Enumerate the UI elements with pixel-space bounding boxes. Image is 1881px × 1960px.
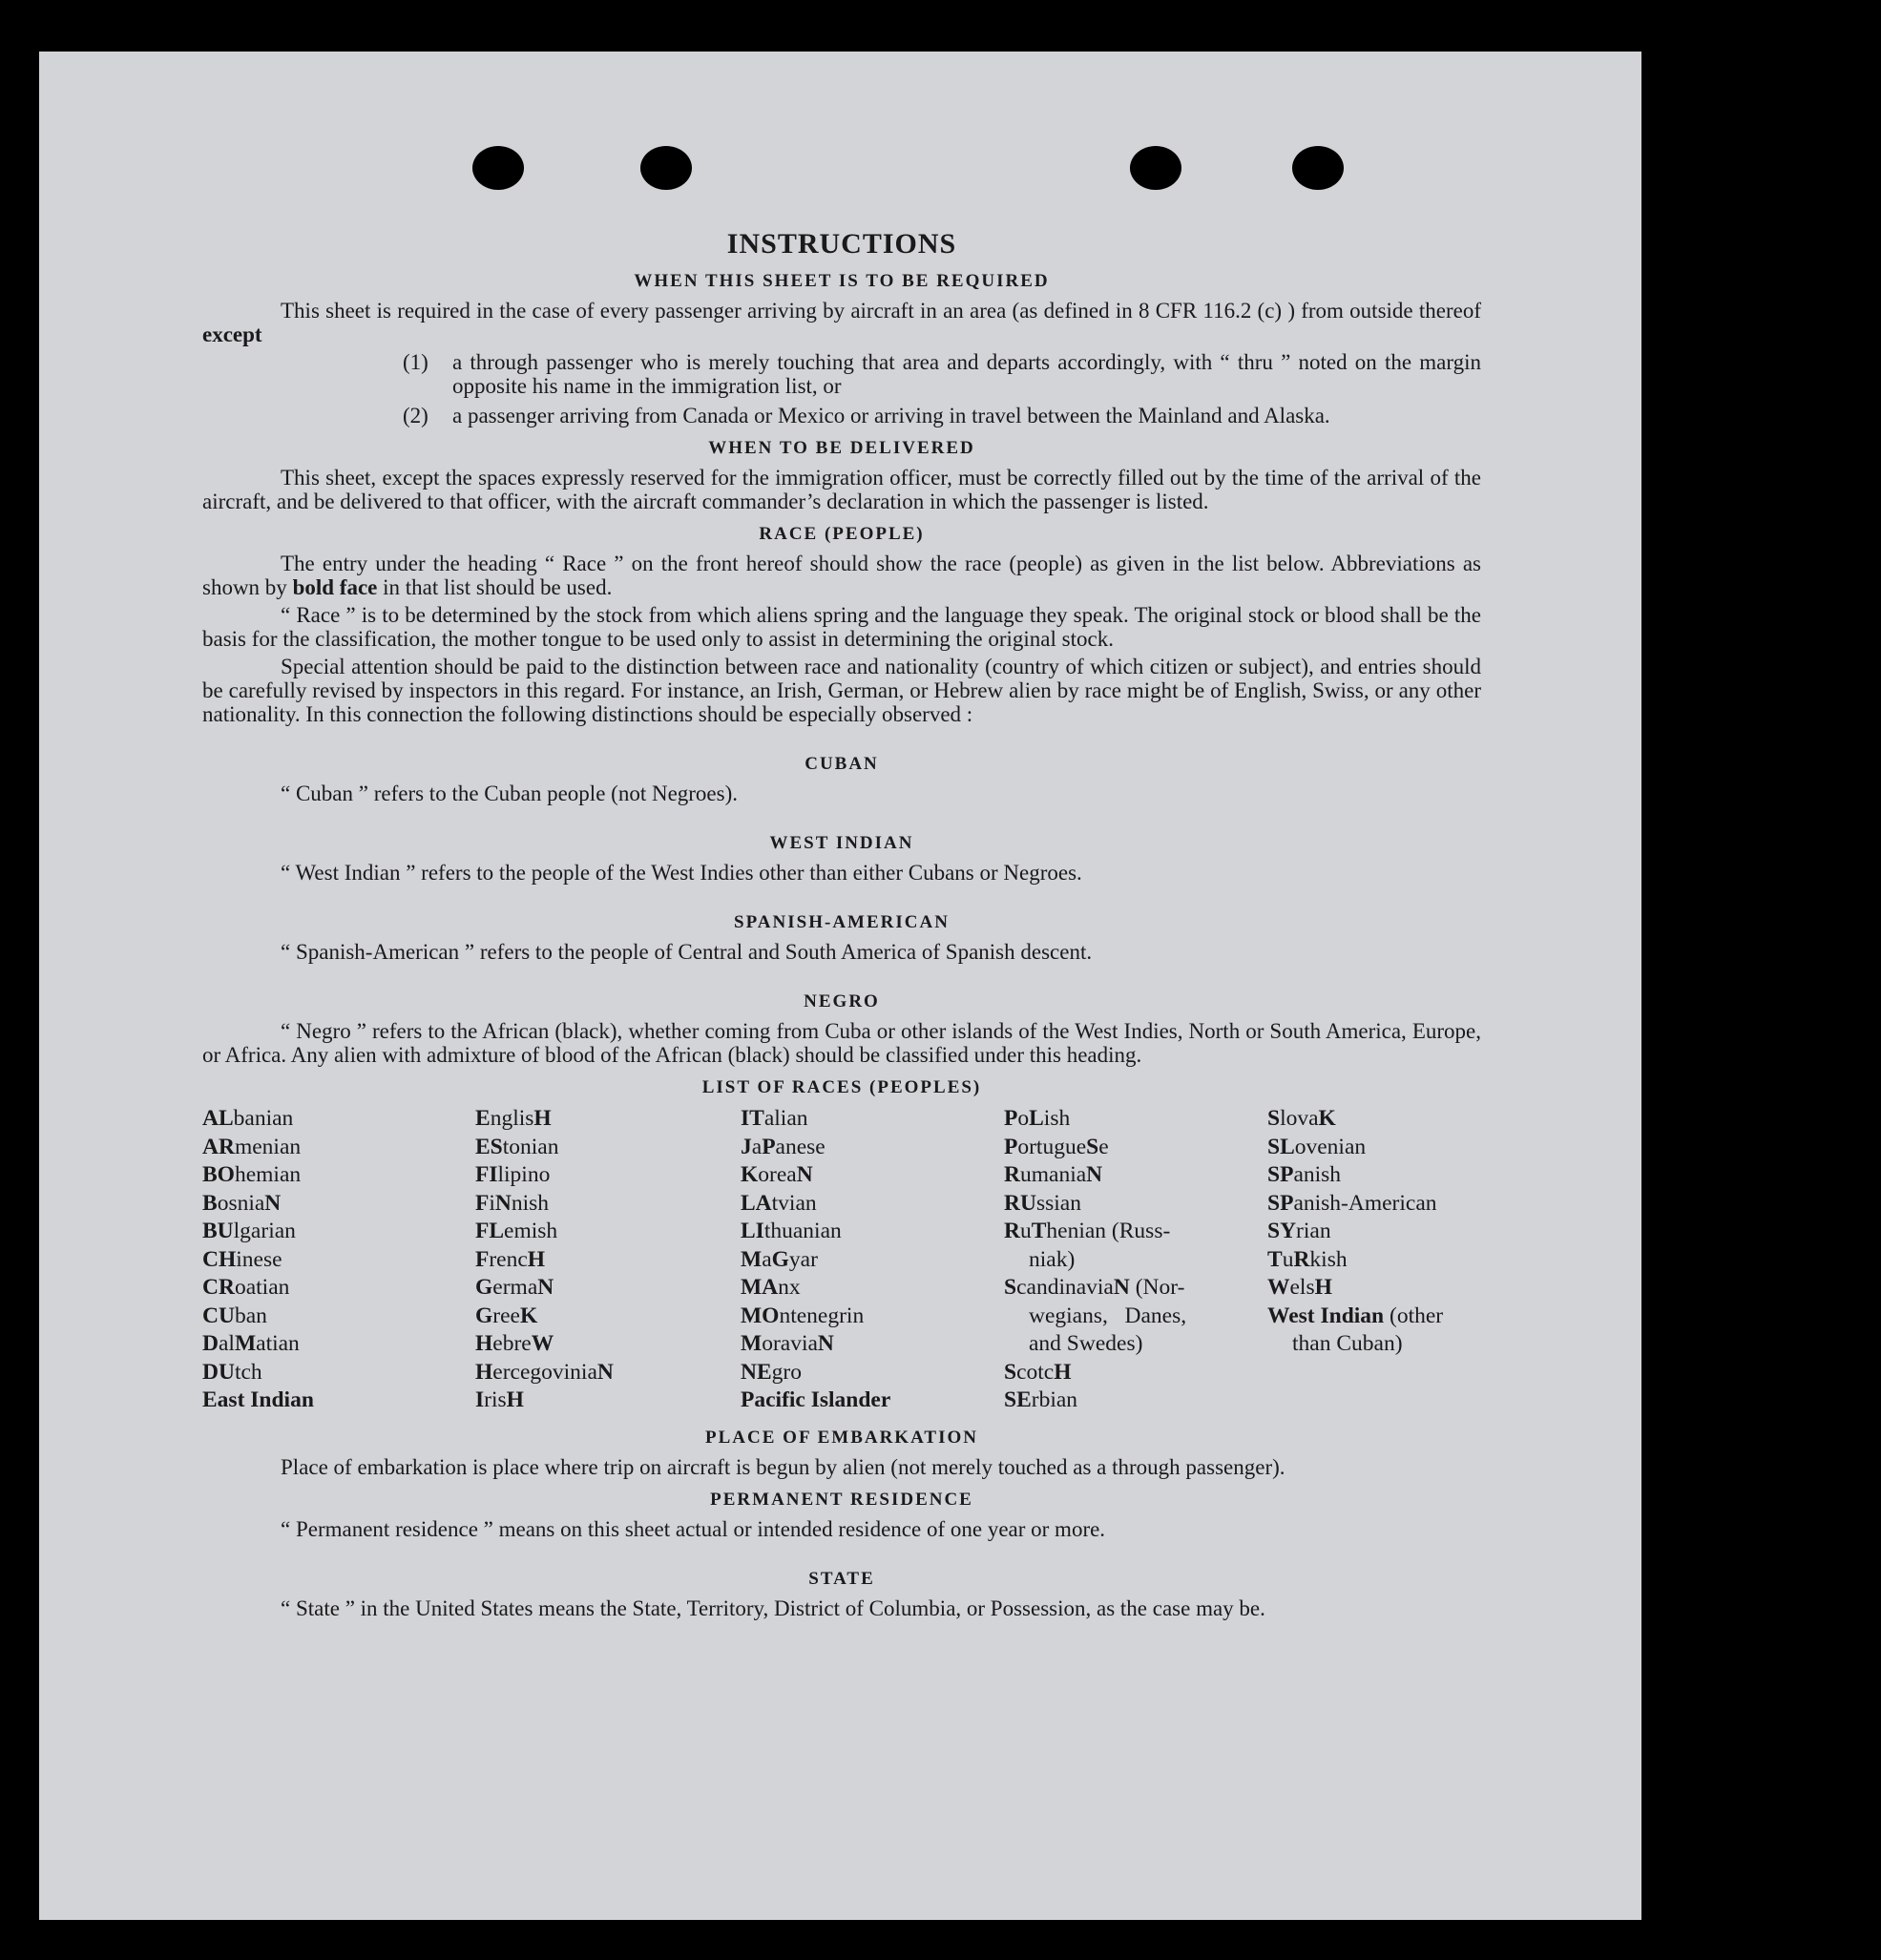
race-entry: CUban — [202, 1303, 267, 1328]
heading-spanish-american: SPANISH-AMERICAN — [734, 912, 950, 932]
race-entry: niak) — [1029, 1246, 1076, 1272]
race-entry: ScotcH — [1004, 1359, 1072, 1385]
race-entry: LIthuanian — [741, 1219, 842, 1243]
race-entry: and Swedes) — [1029, 1331, 1143, 1356]
heading-list-of-races: LIST OF RACES (PEOPLES) — [701, 1077, 982, 1097]
race-entry: ARmenian — [202, 1134, 302, 1159]
race-entry: IrisH — [475, 1387, 524, 1412]
page-title: INSTRUCTIONS — [726, 228, 957, 260]
race-entry: RuThenian (Russ- — [1004, 1219, 1171, 1243]
race-entry: PortugueSe — [1004, 1134, 1109, 1159]
paragraph-when-required: This sheet is required in the case of every passenger arriving by aircraft in an area (as defined in 8 CFR 116.2 (c) ) from outside thereof except — [202, 299, 1481, 346]
race-entry: CRoatian — [202, 1275, 290, 1300]
race-entry: MAnx — [741, 1275, 801, 1300]
race-entry: SYrian — [1267, 1219, 1331, 1243]
instructions-content — [202, 172, 1481, 1624]
race-entry: KoreaN — [741, 1162, 813, 1187]
heading-when-required: WHEN THIS SHEET IS TO BE REQUIRED — [634, 271, 1050, 291]
race-entry: LAtvian — [741, 1190, 817, 1216]
race-entry: DalMatian — [202, 1331, 300, 1356]
paragraph-state: “ State ” in the United States means the State, Territory, District of Columbia, or Possession, as the case may be. — [281, 1595, 1265, 1620]
race-entry: HebreW — [475, 1331, 554, 1356]
race-entry: HercegoviniaN — [475, 1359, 614, 1385]
races-column — [1004, 1105, 1267, 1415]
paragraph-cuban: “ Cuban ” refers to the Cuban people (not Negroes). — [281, 782, 739, 805]
race-entry: FiNnish — [475, 1190, 550, 1216]
race-entry: Pacific Islander — [741, 1387, 891, 1412]
race-entry: FLemish — [475, 1219, 558, 1243]
race-entry: MOntenegrin — [741, 1303, 865, 1328]
race-entry: wegians, Danes, — [1029, 1303, 1187, 1328]
race-entry: BosniaN — [202, 1190, 282, 1216]
race-entry: EnglisH — [475, 1106, 552, 1131]
race-entry: GermaN — [475, 1275, 554, 1300]
race-entry: MaGyar — [741, 1246, 818, 1272]
exception-item: (1) a through passenger who is merely touching that area and departs accordingly, with “ thru ” noted on the margin opposite his name in the immigration list, or — [403, 350, 1481, 398]
race-entry: DUtch — [202, 1359, 262, 1385]
race-entry: East Indian — [202, 1387, 314, 1412]
paragraph-embarkation: Place of embarkation is place where trip on aircraft is begun by alien (not merely touched as a through passenger). — [281, 1454, 1285, 1479]
heading-embarkation: PLACE OF EMBARKATION — [705, 1427, 978, 1448]
paragraph-race-3: Special attention should be paid to the distinction between race and nationality (country of which citizen or subject), and entries should be carefully revised by inspectors in this regard. For instance, an Irish, German, or Hebrew alien by race might be of English, Swiss, or any other nationality. In this connection the following distinctions should be especially observed : — [202, 655, 1481, 726]
races-list — [202, 1105, 1481, 1415]
heading-race: RACE (PEOPLE) — [759, 524, 925, 544]
race-entry: SErbian — [1004, 1387, 1078, 1412]
race-entry: BOhemian — [202, 1162, 302, 1187]
races-column — [202, 1105, 475, 1415]
races-column — [475, 1105, 741, 1415]
race-entry: than Cuban) — [1292, 1331, 1403, 1356]
race-entry: BUlgarian — [202, 1219, 296, 1243]
paragraph-when-delivered: This sheet, except the spaces expressly reserved for the immigration officer, must be correctly filled out by the time of the arrival of the aircraft, and be delivered to that officer, with the aircraft commander’s declaration in which the passenger is listed. — [202, 466, 1481, 513]
document-page — [39, 52, 1641, 1920]
heading-west-indian: WEST INDIAN — [769, 833, 914, 853]
heading-cuban: CUBAN — [805, 754, 879, 774]
race-entry: RUssian — [1004, 1190, 1081, 1216]
race-entry: RumaniaN — [1004, 1162, 1103, 1187]
race-entry: PoLish — [1004, 1106, 1071, 1131]
race-entry: SPanish-American — [1267, 1190, 1437, 1216]
paragraph-permanent-residence: “ Permanent residence ” means on this sheet actual or intended residence of one year or more. — [281, 1516, 1106, 1541]
race-entry: ITalian — [741, 1106, 808, 1131]
race-entry: CHinese — [202, 1246, 282, 1272]
race-entry: TuRkish — [1267, 1246, 1348, 1272]
race-entry: ScandinaviaN (Nor- — [1004, 1275, 1185, 1300]
race-entry: MoraviaN — [741, 1331, 834, 1356]
heading-permanent-residence: PERMANENT RESIDENCE — [710, 1489, 973, 1510]
race-entry: JaPanese — [741, 1134, 826, 1159]
heading-state: STATE — [808, 1568, 875, 1589]
paragraph-west-indian: “ West Indian ” refers to the people of the West Indies other than either Cubans or Negroes. — [281, 861, 1082, 885]
race-entry: FrencH — [475, 1246, 546, 1272]
race-entry: SLovenian — [1267, 1134, 1367, 1159]
heading-negro: NEGRO — [804, 991, 880, 1011]
race-entry: EStonian — [475, 1134, 559, 1159]
race-entry: SPanish — [1267, 1162, 1342, 1187]
race-entry: ALbanian — [202, 1106, 294, 1131]
exception-item: (2) a passenger arriving from Canada or Mexico or arriving in travel between the Mainland and Alaska. — [403, 404, 1330, 427]
race-entry: NEgro — [741, 1359, 802, 1385]
races-column — [741, 1105, 1004, 1415]
heading-when-delivered: WHEN TO BE DELIVERED — [708, 438, 975, 458]
paragraph-spanish-american: “ Spanish-American ” refers to the people of Central and South America of Spanish descent. — [281, 940, 1093, 964]
race-entry: SlovaK — [1267, 1106, 1336, 1131]
paragraph-race-1: The entry under the heading “ Race ” on the front hereof should show the race (people) as given in the list below. Abbreviations as shown by bold face in that list should be used. — [202, 552, 1481, 599]
race-entry: West Indian (other — [1267, 1303, 1444, 1328]
paragraph-race-2: “ Race ” is to be determined by the stock from which aliens spring and the language they speak. The original stock or blood shall be the basis for the classification, the mother tongue to be used only to assist in determining the original stock. — [202, 603, 1481, 651]
paragraph-negro: “ Negro ” refers to the African (black), whether coming from Cuba or other islands of the West Indies, North or South America, Europe, or Africa. Any alien with admixture of blood of the African (black) should be classified under this heading. — [202, 1019, 1481, 1067]
races-column — [1267, 1105, 1481, 1415]
race-entry: WelsH — [1267, 1275, 1332, 1300]
race-entry: FIlipino — [475, 1162, 551, 1187]
race-entry: GreeK — [475, 1303, 538, 1328]
